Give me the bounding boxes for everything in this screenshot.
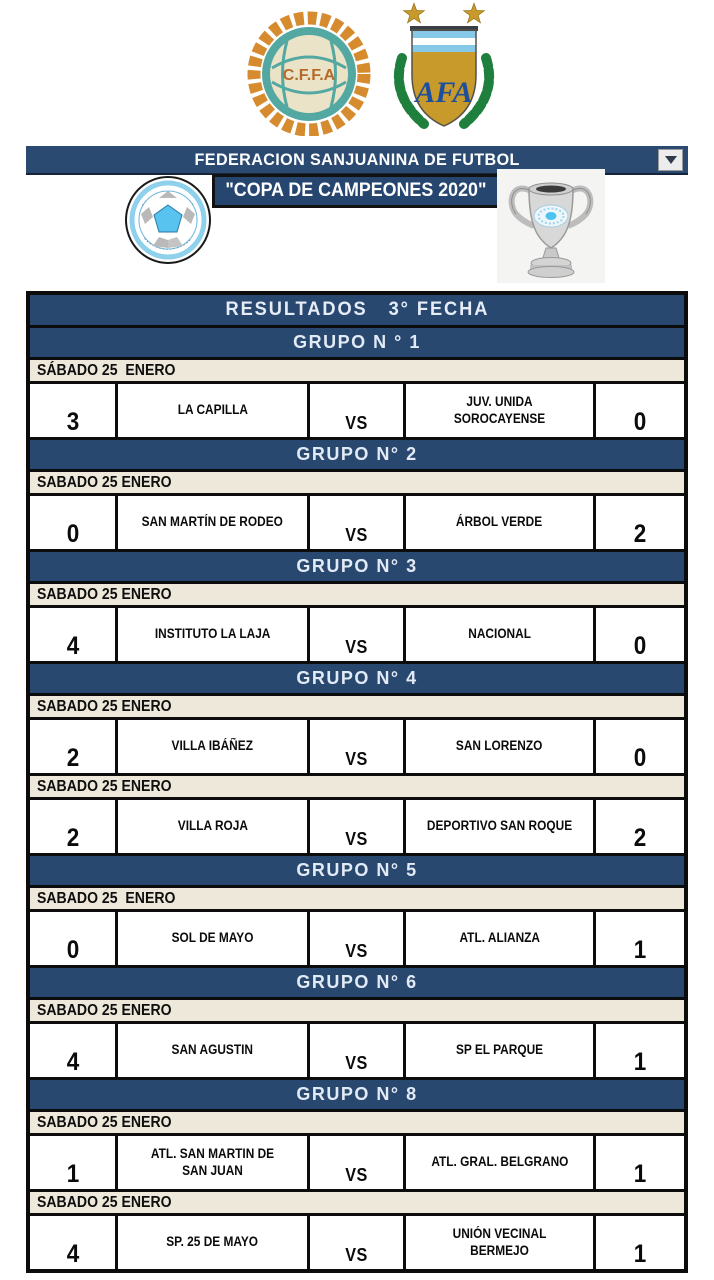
away-score-cell: 0 <box>596 384 684 437</box>
vs-cell: VS <box>310 384 403 437</box>
cefa-logo <box>247 10 371 136</box>
vs-cell: VS <box>310 800 403 853</box>
match-date-row: SABADO 25 ENERO <box>30 472 684 493</box>
vs-cell: VS <box>310 912 403 965</box>
group-header-6: GRUPO N° 6 <box>30 968 684 997</box>
vs-cell: VS <box>310 1024 403 1077</box>
away-team-cell: SP EL PARQUE <box>406 1024 593 1077</box>
vs-cell: VS <box>310 608 403 661</box>
group-header-4: GRUPO N° 4 <box>30 664 684 693</box>
match-date-row: SÁBADO 25 ENERO <box>30 360 684 381</box>
afa-star-icon <box>464 3 485 23</box>
away-score-cell: 1 <box>596 1136 684 1189</box>
away-team-cell: DEPORTIVO SAN ROQUE <box>406 800 593 853</box>
match-row <box>30 384 684 437</box>
home-score-cell: 2 <box>30 800 115 853</box>
dropdown-arrow-icon <box>665 156 677 164</box>
filter-dropdown-button[interactable] <box>658 149 683 171</box>
match-row <box>30 1216 684 1269</box>
home-score-cell: 4 <box>30 608 115 661</box>
group-header-3: GRUPO N° 3 <box>30 552 684 581</box>
home-score-cell: 3 <box>30 384 115 437</box>
away-score-cell: 1 <box>596 1024 684 1077</box>
group-header-8: GRUPO N° 8 <box>30 1080 684 1109</box>
match-date-row: SABADO 25 ENERO <box>30 888 684 909</box>
away-team-cell: ATL. ALIANZA <box>406 912 593 965</box>
match-date-row: SABADO 25 ENERO <box>30 1192 684 1213</box>
away-team-cell: UNIÓN VECINAL BERMEJO <box>406 1216 593 1269</box>
match-row <box>30 912 684 965</box>
home-score-cell: 2 <box>30 720 115 773</box>
federation-ball-logo <box>125 176 211 264</box>
vs-cell: VS <box>310 1136 403 1189</box>
match-date-row: SABADO 25 ENERO <box>30 584 684 605</box>
match-row <box>30 1024 684 1077</box>
home-team-cell: LA CAPILLA <box>118 384 307 437</box>
afa-text: AFA <box>415 76 473 109</box>
tournament-title: "COPA DE CAMPEONES 2020" <box>225 180 487 201</box>
away-score-cell: 0 <box>596 720 684 773</box>
away-team-cell: SAN LORENZO <box>406 720 593 773</box>
home-team-cell: ATL. SAN MARTIN DE SAN JUAN <box>118 1136 307 1189</box>
away-team-cell: ÁRBOL VERDE <box>406 496 593 549</box>
group-header-5: GRUPO N° 5 <box>30 856 684 885</box>
home-team-cell: SAN MARTÍN DE RODEO <box>118 496 307 549</box>
away-score-cell: 1 <box>596 1216 684 1269</box>
cefa-text: C.F.F.A <box>282 67 336 84</box>
away-score-cell: 2 <box>596 800 684 853</box>
home-score-cell: 0 <box>30 912 115 965</box>
match-date-row: SABADO 25 ENERO <box>30 1000 684 1021</box>
home-team-cell: SAN AGUSTIN <box>118 1024 307 1077</box>
home-score-cell: 1 <box>30 1136 115 1189</box>
away-score-cell: 1 <box>596 912 684 965</box>
away-team-cell: NACIONAL <box>406 608 593 661</box>
results-title: RESULTADOS 3° FECHA <box>225 299 489 320</box>
away-score-cell: 0 <box>596 608 684 661</box>
group-header-1: GRUPO N ° 1 <box>30 328 684 357</box>
match-row <box>30 496 684 549</box>
home-team-cell: SP. 25 DE MAYO <box>118 1216 307 1269</box>
home-score-cell: 4 <box>30 1216 115 1269</box>
match-row <box>30 800 684 853</box>
match-row <box>30 1136 684 1189</box>
home-team-cell: VILLA IBÁÑEZ <box>118 720 307 773</box>
home-team-cell: INSTITUTO LA LAJA <box>118 608 307 661</box>
away-team-cell: JUV. UNIDA SOROCAYENSE <box>406 384 593 437</box>
vs-cell: VS <box>310 720 403 773</box>
match-date-row: SABADO 25 ENERO <box>30 696 684 717</box>
home-team-cell: VILLA ROJA <box>118 800 307 853</box>
federation-title: FEDERACION SANJUANINA DE FUTBOL <box>194 149 520 169</box>
champions-trophy-image <box>504 173 598 279</box>
group-header-2: GRUPO N° 2 <box>30 440 684 469</box>
match-date-row: SABADO 25 ENERO <box>30 1112 684 1133</box>
away-team-cell: ATL. GRAL. BELGRANO <box>406 1136 593 1189</box>
away-score-cell: 2 <box>596 496 684 549</box>
home-team-cell: SOL DE MAYO <box>118 912 307 965</box>
afa-logo <box>384 0 504 140</box>
vs-cell: VS <box>310 1216 403 1269</box>
match-date-row: SABADO 25 ENERO <box>30 776 684 797</box>
results-title-row <box>30 295 684 325</box>
vs-cell: VS <box>310 496 403 549</box>
results-table <box>26 291 688 1273</box>
tournament-title-box <box>212 174 500 208</box>
afa-star-icon <box>404 3 425 23</box>
match-row <box>30 608 684 661</box>
home-score-cell: 4 <box>30 1024 115 1077</box>
match-row <box>30 720 684 773</box>
home-score-cell: 0 <box>30 496 115 549</box>
